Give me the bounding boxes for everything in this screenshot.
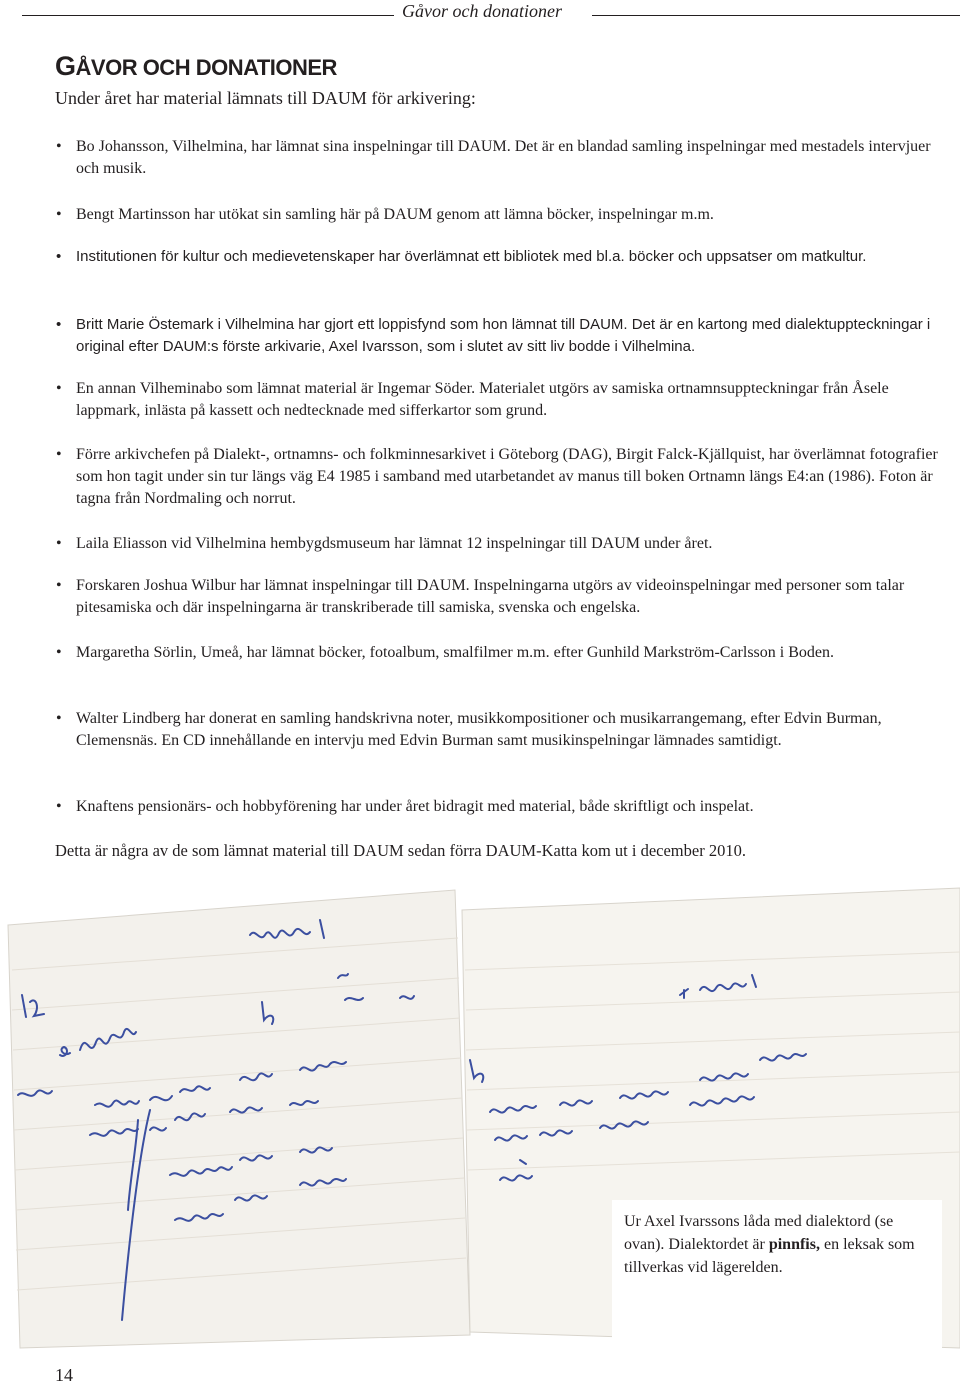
list-item-text: Förre arkivchefen på Dialekt-, ortnamns- och folkminnesarkivet i Göteborg (DAG), Birgit Falck-Kjällquist, har överlämnat fotografier som hon tagit under sin tur längs väg E4 1985 i samband med utarbetandet av manus till boken Ortnamn längs E4:an (1986). Foton är tagna från Nordmaling och norrut. [76, 446, 938, 507]
bullet: • [56, 446, 62, 463]
bullet: • [56, 248, 62, 265]
header-rule-right [592, 15, 960, 16]
left-card [8, 890, 470, 1348]
list-item [56, 533, 956, 555]
bullet: • [56, 316, 62, 333]
list-item-text: Forskaren Joshua Wilbur har lämnat inspelningar till DAUM. Inspelningarna utgörs av videoinspelningar med personer som talar pitesamiska och där inspelningarna är transkriberade till samiska, svenska och engelska. [76, 577, 905, 616]
list-item-text: En annan Vilheminabo som lämnat material är Ingemar Söder. Materialet utgörs av samiska ortnamnsuppteckningar från Åsele lappmark, inlästa på kassett och nedtecknade med sifferkartor som grund. [76, 380, 889, 419]
bullet: • [56, 798, 62, 815]
list-item-text: Knaftens pensionärs- och hobbyförening har under året bidragit med material, både skriftligt och inspelat. [76, 798, 754, 815]
list-item-text: Institutionen för kultur och medievetenskaper har överlämnat ett bibliotek med bl.a. böcker och uppsatser om matkultur. [76, 248, 867, 265]
list-item [56, 314, 956, 358]
page-number: 14 [55, 1365, 73, 1385]
title-initial: G [55, 51, 76, 81]
list-item-text: Walter Lindberg har donerat en samling handskrivna noter, musikkompositioner och musikarrangemang, efter Edvin Burman, Clemensnäs. En CD innehållande en intervju med Edvin Burman samt musikinspelningar lämnades samtidigt. [76, 710, 882, 749]
closing-note: Detta är några av de som lämnat material till DAUM sedan förra DAUM-Katta kom ut i december 2010. [55, 841, 746, 860]
list-item [56, 378, 956, 422]
caption-text-before: Ur Axel Ivarssons låda med dialektord (se ovan). Dialektordet är [624, 1213, 894, 1253]
photo-caption [624, 1210, 924, 1279]
bullet: • [56, 380, 62, 397]
list-item-text: Bo Johansson, Vilhelmina, har lämnat sina inspelningar till DAUM. Det är en blandad samling inspelningar med mestadels intervjuer och musik. [76, 138, 931, 177]
bullet: • [56, 206, 62, 223]
list-item [56, 575, 956, 619]
list-item [56, 204, 956, 226]
list-item [56, 136, 956, 180]
bullet: • [56, 535, 62, 552]
page-title [55, 52, 337, 82]
list-item [56, 796, 956, 818]
intro-text: Under året har material lämnats till DAUM för arkivering: [55, 88, 476, 108]
list-item [56, 708, 956, 752]
bullet: • [56, 577, 62, 594]
bullet: • [56, 710, 62, 727]
running-head: Gåvor och donationer [402, 1, 562, 21]
header-rule-left [22, 15, 394, 16]
caption-text-after: en leksak som tillverkas vid lägerelden. [624, 1236, 915, 1276]
list-item-text: Laila Eliasson vid Vilhelmina hembygdsmuseum har lämnat 12 inspelningar till DAUM under året. [76, 535, 713, 552]
bullet: • [56, 644, 62, 661]
title-rest: ÅVOR OCH DONATIONER [75, 55, 337, 80]
list-item [56, 246, 956, 268]
list-item-text: Bengt Martinsson har utökat sin samling här på DAUM genom att lämna böcker, inspelningar m.m. [76, 206, 714, 223]
list-item [56, 444, 956, 510]
bullet: • [56, 138, 62, 155]
list-item-text: Margaretha Sörlin, Umeå, har lämnat böcker, fotoalbum, smalfilmer m.m. efter Gunhild Markström-Carlsson i Boden. [76, 644, 834, 661]
list-item [56, 642, 956, 664]
list-item-text: Britt Marie Östemark i Vilhelmina har gjort ett loppisfynd som hon lämnat till DAUM. Det är en kartong med dialektuppteckningar i original efter DAUM:s förste arkivarie, Axel Ivarsson, som i slutet av sitt liv bodde i Vilhelmina. [76, 316, 931, 355]
caption-bold-word: pinnfis, [768, 1236, 820, 1253]
